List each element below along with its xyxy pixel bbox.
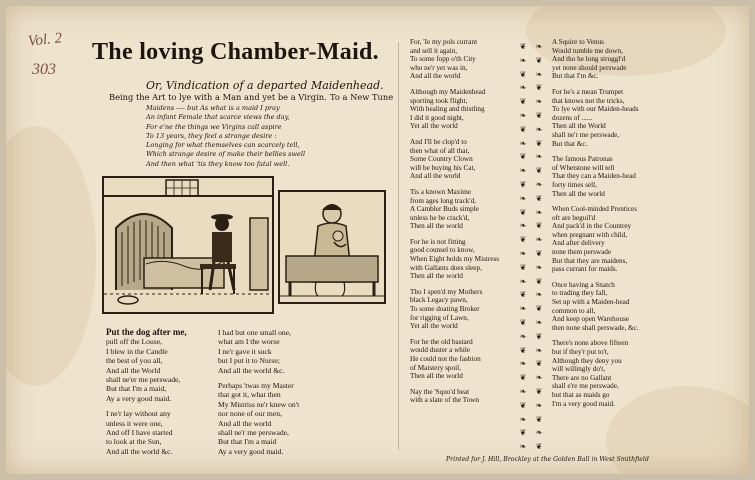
verse-line bbox=[410, 331, 499, 338]
verse-line: And all the world bbox=[410, 72, 461, 81]
verse-line: Perhaps 'twas my Master bbox=[218, 381, 294, 391]
verse-line bbox=[552, 198, 639, 205]
verse-line: To some fopp o'th City bbox=[410, 55, 476, 64]
verse-line: that got it, what then bbox=[218, 390, 281, 400]
verse-line: A Squire to Venus bbox=[552, 38, 604, 46]
verse-line: But that I'm a maid bbox=[218, 437, 277, 447]
tune-note: To a New Tune bbox=[330, 92, 394, 102]
fleuron-strip-left: ❦ ❧ ❦ ❧ ❦ ❧ ❦ ❧ ❦ ❧ ❦ ❧ ❦ ❧ ❦ ❧ ❦ ❧ ❦ ❧ ❦ ❧ ❦ ❧ ❦ ❧ ❦ ❧ ❦ ❧ bbox=[519, 42, 527, 452]
verse-line: And pack'd in the Countrey bbox=[552, 222, 632, 231]
archive-volume-note: Vol. 2 bbox=[27, 30, 63, 50]
verse-line bbox=[410, 181, 499, 188]
verse-line: oft are beguil'd bbox=[552, 213, 596, 222]
verse-line: dozens of ...... bbox=[552, 113, 593, 122]
verse-line: But that I'm a maid, bbox=[106, 384, 167, 394]
ballad-subtitle-line2: Being the Art to lye with a Man and yet be a Virgin. bbox=[109, 92, 327, 102]
verse-line: black Legacy pawn, bbox=[410, 296, 468, 305]
verse-line: shall ne'er me perswade, bbox=[106, 375, 181, 385]
verse-line: I'm a very good maid. bbox=[552, 399, 615, 408]
verse-line: of Maistery spoil, bbox=[410, 363, 461, 372]
verse-line: Although they deny you bbox=[552, 356, 622, 365]
broadside-sheet bbox=[6, 6, 749, 474]
verse-line: forty times sell, bbox=[552, 180, 597, 189]
verse-line bbox=[552, 274, 639, 281]
verse-line: To some doating Broker bbox=[410, 305, 480, 314]
verse-line: pass currant for maids. bbox=[552, 265, 618, 274]
verse-line: I ne'r gave it suck bbox=[218, 346, 272, 356]
verse-line: He could not the fashion bbox=[410, 355, 481, 363]
verse-line: shall ne'r me perswade, bbox=[218, 428, 289, 438]
verse-line: and sell it again, bbox=[410, 46, 458, 55]
intro-line: For e'ne the things we Virgins call aspire bbox=[146, 122, 282, 131]
verse-line: unless it were one, bbox=[106, 418, 163, 428]
verse-line: unless he be crack'd, bbox=[410, 213, 470, 222]
verse-line: Although my Maidenhead bbox=[410, 87, 486, 96]
verse-line: Tho I spen'd my Mothers bbox=[410, 287, 483, 296]
verse-line: of Whetstone will tell bbox=[552, 163, 615, 172]
verse-line: And off I have started bbox=[106, 428, 173, 438]
verse-line: Then all the World bbox=[552, 122, 606, 131]
verse-line: then none shall perswade, &c. bbox=[552, 323, 639, 332]
verse-line: for rigging of Lawn, bbox=[410, 313, 469, 322]
verse-line: then what of all that, bbox=[410, 146, 470, 155]
verse-line: shall e're me perswade, bbox=[552, 382, 619, 391]
verse-line: Yet all the world bbox=[410, 322, 458, 331]
intro-verse bbox=[146, 104, 305, 169]
verse-line: Put the dog after me, bbox=[106, 327, 187, 337]
verse-line: And all the world &c. bbox=[218, 365, 285, 375]
verse-line: For he the old bastard bbox=[410, 337, 473, 346]
verse-line: sporting took flight, bbox=[410, 96, 468, 105]
verse-line: I had but one small one, bbox=[218, 328, 291, 337]
verse-line: Set up with a Maiden-head bbox=[552, 298, 630, 307]
verse-line: I did it good night, bbox=[410, 113, 464, 122]
verse-line bbox=[410, 381, 499, 388]
verse-line: will willingly do't, bbox=[552, 365, 606, 374]
verse-line: I ne'r lay without any bbox=[106, 409, 171, 419]
verse-line: Would tumble me down, bbox=[552, 46, 623, 55]
verse-line: to look at the Sun, bbox=[106, 437, 162, 447]
verse-line: Yet all the world bbox=[410, 122, 458, 131]
verse-line: that knows not the tricks, bbox=[552, 96, 625, 105]
verse-line: For he is not fitting bbox=[410, 237, 466, 246]
verse-line: with a slate of the Town bbox=[410, 396, 480, 405]
ballad-subtitle: Or, Vindication of a departed Maidenhead. bbox=[146, 79, 384, 92]
verse-line: the best of you all, bbox=[106, 356, 163, 366]
verse-line: common to all, bbox=[552, 306, 596, 315]
verse-line: There's none above fifteen bbox=[552, 339, 629, 348]
verse-line: Then all the world bbox=[552, 189, 605, 198]
verse-line: My Mistriss ne'r knew on't bbox=[218, 399, 300, 409]
woodcut-chamber-drawing bbox=[104, 178, 272, 312]
verse-line: Once having a Snatch bbox=[552, 280, 615, 289]
intro-line: An infant Female that scarce views the day, bbox=[146, 113, 290, 122]
column-rule bbox=[398, 42, 399, 450]
fleuron-strip-right: ❧ ❦ ❧ ❦ ❧ ❦ ❧ ❦ ❧ ❦ ❧ ❦ ❧ ❦ ❧ ❦ ❧ ❦ ❧ ❦ ❧ ❦ ❧ ❦ ❧ ❦ ❧ ❦ ❧ ❦ bbox=[535, 42, 543, 452]
verse-line: Some Country Clown bbox=[410, 155, 473, 164]
verse-line: And all the world bbox=[410, 172, 461, 181]
archive-page-number: 303 bbox=[32, 61, 56, 78]
intro-line: To 13 years, they feel a strange desire : bbox=[146, 131, 277, 140]
verse-line: But that I'm &c. bbox=[552, 72, 599, 81]
verse-line: who ne'r yet was in, bbox=[410, 63, 468, 72]
intro-line: Longing for what themselves can scarcely tell, bbox=[146, 141, 300, 150]
verse-line bbox=[552, 332, 639, 339]
verse-line: yet none should perswade bbox=[552, 63, 627, 72]
verse-line: There are no Gallant bbox=[552, 373, 612, 382]
verse-line: pull off the Louse, bbox=[106, 337, 162, 347]
verse-line: And tho he long struggl'd bbox=[552, 55, 626, 64]
verse-line: but that as maids go bbox=[552, 390, 610, 399]
verse-line bbox=[410, 281, 499, 288]
verse-column-4 bbox=[552, 38, 639, 408]
verse-line: Ay a very good maid. bbox=[106, 393, 172, 403]
intro-line: And then what 'tis they know too fatal well. bbox=[146, 159, 290, 168]
verse-line: Ay a very good maid. bbox=[218, 446, 284, 456]
intro-line: Maidens ---- but As what is a maid I pray bbox=[146, 104, 280, 112]
verse-line: Then all the world bbox=[410, 222, 463, 231]
verse-line bbox=[552, 81, 639, 88]
verse-line bbox=[410, 131, 499, 138]
woodcut-woman-child bbox=[278, 190, 386, 304]
verse-line bbox=[552, 148, 639, 155]
intro-line: Which strange desire of make their bellies swell bbox=[146, 150, 306, 159]
woodcut-woman-child-drawing bbox=[280, 192, 384, 302]
verse-line: with Gallants does sleep, bbox=[410, 263, 482, 272]
verse-line: But that &c. bbox=[552, 139, 588, 148]
verse-line: Then all the world bbox=[410, 272, 463, 281]
verse-line: Tis a known Maxime bbox=[410, 187, 472, 196]
verse-line: none them perswade bbox=[552, 248, 612, 257]
verse-column-2 bbox=[218, 328, 299, 456]
verse-line: When Eight holds my Mistress bbox=[410, 255, 500, 264]
verse-line: The famous Patronas bbox=[552, 155, 613, 164]
verse-line: but if they'r put to't, bbox=[552, 348, 609, 356]
verse-line: what am I the worse bbox=[218, 337, 280, 347]
verse-line: good counsel to know, bbox=[410, 246, 475, 255]
verse-line: shall ne'r me perswade, bbox=[552, 130, 620, 139]
verse-line: And I'll be clop'd to bbox=[410, 137, 467, 146]
verse-line: but I put it to Nurse; bbox=[218, 356, 280, 366]
verse-line: For, 'Ie my pols currant bbox=[410, 38, 478, 46]
verse-column-1 bbox=[106, 328, 187, 456]
verse-line: To lye with our Maiden-heads bbox=[552, 105, 639, 114]
verse-line: When Cool-minded Prentices bbox=[552, 205, 638, 214]
verse-column-3 bbox=[410, 38, 499, 405]
verse-line: when pregnant with child, bbox=[552, 230, 628, 239]
verse-line: With healing and thistling bbox=[410, 105, 485, 114]
verse-line: I blew in the Candle bbox=[106, 346, 168, 356]
verse-line: to trading they fall, bbox=[552, 289, 608, 298]
printer-imprint: Printed for J. Hill, Brockley at the Golden Ball in West Smithfield bbox=[446, 456, 649, 463]
verse-line: Then all the world bbox=[410, 372, 463, 381]
verse-line bbox=[410, 231, 499, 238]
verse-line: from ages long track'd, bbox=[410, 196, 476, 205]
verse-line: would duster a while bbox=[410, 346, 471, 355]
verse-line: For he's a mean Trumpet bbox=[552, 87, 624, 96]
verse-line: Nay the 'Squo'd beat bbox=[410, 387, 470, 396]
woodcut-chamber bbox=[102, 176, 274, 314]
verse-line: But that they are maidens, bbox=[552, 256, 628, 265]
ballad-title: The loving Chamber-Maid. bbox=[92, 39, 379, 65]
verse-line: nor none of our men, bbox=[218, 409, 282, 419]
stain bbox=[6, 126, 96, 386]
verse-line bbox=[410, 81, 499, 88]
verse-line: And all the world &c. bbox=[106, 446, 173, 456]
verse-line: A Cambler Buds simple bbox=[410, 205, 479, 214]
verse-line: And all the World bbox=[106, 365, 161, 375]
verse-line: And all the world bbox=[218, 418, 272, 428]
verse-line: And keep open Warehouse bbox=[552, 315, 629, 324]
verse-line: And after delivery bbox=[552, 239, 605, 248]
verse-line: That they can a Maiden-head bbox=[552, 172, 636, 181]
verse-line: will be buying his Cat, bbox=[410, 163, 476, 172]
